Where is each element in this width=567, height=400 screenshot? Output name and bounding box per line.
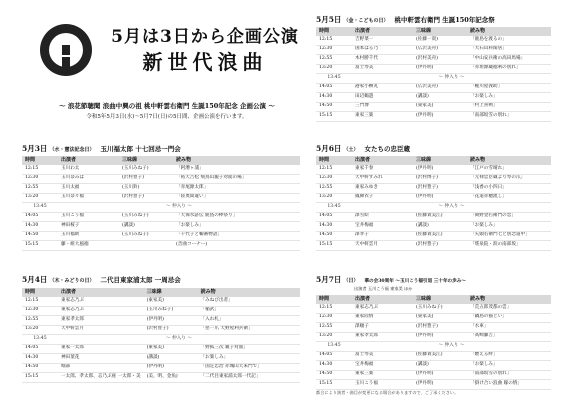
table-row bbox=[316, 342, 551, 352]
table-row bbox=[22, 354, 300, 364]
section-header-may5: 5月5日 （金・こどもの日） 桃中軒雲右衛門 生誕150年記念祭 bbox=[316, 15, 495, 24]
column-header-performer: 出演者 bbox=[58, 288, 144, 297]
table-row bbox=[316, 112, 551, 122]
cell-performer: 一太郎、孝太郎、志乃ぶ座 一太郎・美 bbox=[58, 373, 144, 383]
cell-performer: 玉川こう福 bbox=[58, 212, 119, 222]
cell-piece: 「お楽しみ」 bbox=[467, 93, 551, 103]
table-header-row bbox=[22, 288, 300, 297]
cell-performer: 富士琴美 bbox=[352, 64, 413, 74]
cell-shamisen: (玉川鈴) bbox=[119, 184, 173, 194]
table-row bbox=[22, 212, 300, 222]
cell-performer: 鳳舞衣子 bbox=[352, 193, 413, 203]
column-header-piece: 読み物 bbox=[467, 156, 551, 165]
table-row bbox=[316, 370, 551, 380]
table-row bbox=[22, 335, 300, 345]
cell-time: 15:15 bbox=[22, 373, 58, 383]
column-header-shamisen: 三味線 bbox=[413, 156, 467, 165]
cell-piece: 「江戸の雪晴れ」 bbox=[467, 165, 551, 174]
cell-performer: 木村勝千代 bbox=[352, 55, 413, 65]
table-row bbox=[316, 323, 551, 333]
cell-piece: 「陸奥間違い」 bbox=[173, 193, 300, 203]
cell-time: 15:15 bbox=[316, 112, 352, 122]
cell-piece: 「元禄忠臣蔵より琴の爪」 bbox=[467, 174, 551, 184]
cell-piece: 「浅香の小四日」 bbox=[467, 184, 551, 194]
cell-shamisen: (伊丹明) bbox=[413, 193, 467, 203]
cell-performer: 東家孝太郎 bbox=[352, 332, 413, 342]
table-row bbox=[316, 203, 551, 213]
cell-shamisen: (沢村豊子) bbox=[119, 193, 173, 203]
column-header-piece: 読み物 bbox=[467, 295, 551, 304]
table-header-row bbox=[316, 156, 551, 165]
cell-time: 13:20 bbox=[22, 193, 58, 203]
table-header-row bbox=[22, 156, 300, 165]
table-row bbox=[316, 351, 551, 361]
intermission-cell: ～ 仲入り ～ bbox=[58, 335, 300, 345]
column-header-shamisen: 三味線 bbox=[413, 27, 467, 36]
column-header-time: 時間 bbox=[22, 288, 58, 297]
cell-piece: 「千代子と鞠蕃物語」 bbox=[173, 231, 300, 241]
cell-shamisen: (東家美) bbox=[144, 344, 198, 354]
intermission-cell: ～ 仲入り ～ bbox=[58, 203, 300, 213]
cell-performer: 玉川太福 bbox=[58, 184, 119, 194]
cell-time: 13:20 bbox=[22, 325, 58, 335]
table-row bbox=[316, 83, 551, 93]
cell-piece: 「入れ札」 bbox=[198, 316, 300, 326]
cell-shamisen: (講談) bbox=[413, 361, 467, 371]
intermission-cell: ～ 仲入り ～ bbox=[352, 342, 551, 352]
cell-time: 15:15 bbox=[316, 380, 352, 390]
cell-shamisen: (東家美) bbox=[144, 297, 198, 306]
cell-shamisen: (広沢美舟) bbox=[413, 45, 467, 55]
table-row bbox=[22, 231, 300, 241]
table-row bbox=[316, 184, 551, 194]
table-row bbox=[316, 74, 551, 84]
cell-time: 14:30 bbox=[316, 361, 352, 371]
program-table-may3 bbox=[22, 156, 300, 251]
cell-time: 12:15 bbox=[316, 304, 352, 313]
cell-performer: 天中軒すみれ bbox=[352, 174, 413, 184]
table-row bbox=[316, 64, 551, 74]
logo-seal bbox=[40, 24, 92, 76]
intermission-cell: ～ 仲入り ～ bbox=[352, 74, 551, 84]
cell-performer: 富士琴美 bbox=[352, 351, 413, 361]
table-row bbox=[22, 316, 300, 326]
cell-piece: 「お楽しみ」 bbox=[173, 222, 300, 232]
cell-shamisen: (玉川みね子) bbox=[413, 304, 467, 313]
cell-performer: 港家小柳丸 bbox=[352, 83, 413, 93]
cell-piece: 「燃える絆」 bbox=[467, 351, 551, 361]
cell-performer: 三門博 bbox=[352, 102, 413, 112]
table-row bbox=[22, 165, 300, 174]
cell-time: 12:55 bbox=[22, 184, 58, 194]
table-row bbox=[22, 325, 300, 335]
cell-performer: 澤順子 bbox=[352, 323, 413, 333]
table-row bbox=[316, 93, 551, 103]
table-row bbox=[316, 212, 551, 222]
cell-shamisen: (玉川みね子) bbox=[144, 306, 198, 316]
table-row bbox=[316, 45, 551, 55]
cell-time: 14:05 bbox=[22, 212, 58, 222]
table-row bbox=[22, 174, 300, 184]
cell-piece: 「高崎藤吉」 bbox=[467, 332, 551, 342]
cell-shamisen: (伊丹明) bbox=[413, 380, 467, 390]
table-row bbox=[316, 174, 551, 184]
cell-piece: 「赤垣源蔵徳利の別れ」 bbox=[467, 64, 551, 74]
cell-piece: 「水車」 bbox=[467, 323, 551, 333]
cell-shamisen: (沢村豊子) bbox=[119, 174, 173, 184]
column-header-performer: 出演者 bbox=[352, 295, 413, 304]
cell-time: 12:15 bbox=[22, 297, 58, 306]
cell-shamisen: (東家美) bbox=[413, 102, 467, 112]
cell-time: 14:50 bbox=[316, 231, 352, 241]
column-header-performer: 出演者 bbox=[352, 156, 413, 165]
column-header-time: 時間 bbox=[316, 156, 352, 165]
cell-shamisen: (沢村博子) bbox=[413, 174, 467, 184]
column-header-time: 時間 bbox=[316, 27, 352, 36]
cell-piece: 「国定忠治 赤城山天朱門で」 bbox=[198, 363, 300, 373]
cell-piece: 「祐天吉松 飛鳥山親子対面の場」 bbox=[173, 174, 300, 184]
cell-piece: 「花道赤穂流し」 bbox=[467, 193, 551, 203]
table-row bbox=[316, 36, 551, 45]
cell-time: 12:55 bbox=[22, 316, 58, 326]
column-header-time: 時間 bbox=[22, 156, 58, 165]
program-table-may4 bbox=[22, 288, 300, 383]
cell-piece: 「矢頭右衛門七と別恋道中」 bbox=[467, 231, 551, 241]
cell-time: 12:30 bbox=[22, 306, 58, 316]
column-header-shamisen: 三味線 bbox=[144, 288, 198, 297]
cell-time: 14:05 bbox=[316, 351, 352, 361]
cell-piece: 「鍋島の猫とい」 bbox=[467, 313, 551, 323]
cell-time: 12:30 bbox=[316, 174, 352, 184]
cell-performer: 玉川こう福 bbox=[352, 380, 413, 390]
section-header-may7: 5月7日 （日） 華の会30周年 ～玉川こう福引退 三十年の歩み～ bbox=[316, 275, 466, 284]
program-table-may6 bbox=[316, 156, 551, 251]
cell-shamisen: (伊丹明) bbox=[144, 316, 198, 326]
cell-performer: 宝井梅福 bbox=[352, 222, 413, 232]
cell-shamisen: (伊丹明) bbox=[413, 370, 467, 380]
column-header-time: 時間 bbox=[316, 295, 352, 304]
cell-piece: 「荒五郎茂都の雲」 bbox=[467, 304, 551, 313]
cell-time: 13:45 bbox=[316, 74, 352, 84]
cell-time: 12:55 bbox=[316, 55, 352, 65]
cell-performer: 東家千春 bbox=[352, 165, 413, 174]
cell-time: 12:15 bbox=[316, 165, 352, 174]
cell-performer: 玉川福助 bbox=[58, 231, 119, 241]
cell-time: 14:30 bbox=[22, 354, 58, 364]
cell-time: 15:15 bbox=[22, 241, 58, 251]
cell-performer: 東家志乃ぶ bbox=[352, 304, 413, 313]
page-title: 5月は3日から企画公演 bbox=[111, 27, 299, 47]
program-table-may7 bbox=[316, 295, 551, 390]
cell-time: 13:20 bbox=[316, 64, 352, 74]
cell-piece: 「みねび出者」 bbox=[198, 297, 300, 306]
column-header-shamisen: 三味線 bbox=[413, 295, 467, 304]
table-row bbox=[22, 193, 300, 203]
cell-piece: 「掛け合い浪曲 嫁の情」 bbox=[467, 380, 551, 390]
cell-performer: 澤雪絵 bbox=[352, 212, 413, 222]
cell-performer: 東家志乃ぶ bbox=[58, 306, 144, 316]
section-header-may6: 5月6日 （土） 女たちの忠臣蔵 bbox=[316, 144, 410, 153]
cell-piece: 「お楽しみ」 bbox=[467, 361, 551, 371]
cell-piece: 「南部坂雪の別れ」 bbox=[467, 112, 551, 122]
cell-piece: 「大石山科閑居」 bbox=[467, 45, 551, 55]
cell-performer: 天中軒雲月 bbox=[352, 241, 413, 251]
cell-shamisen: (沢村豊子) bbox=[413, 241, 467, 251]
section-header-may4: 5月4日 （木・みどりの日） 二代目東家浦太郎 一周忌会 bbox=[22, 275, 181, 284]
cell-piece: 「二代目東家浦太郎一代記」 bbox=[198, 373, 300, 383]
table-row bbox=[316, 55, 551, 65]
cell-time: 14:05 bbox=[22, 344, 58, 354]
table-header-row bbox=[316, 27, 551, 36]
table-row bbox=[22, 306, 300, 316]
table-row bbox=[22, 184, 300, 194]
cell-performer: 東家孝太郎 bbox=[58, 316, 144, 326]
page-subtitle: 新世代浪曲 bbox=[142, 50, 268, 74]
table-row bbox=[22, 241, 300, 251]
table-row bbox=[22, 203, 300, 213]
cell-shamisen: (沢村豊子) bbox=[413, 323, 467, 333]
cell-piece: 「お楽しみ」 bbox=[467, 222, 551, 232]
cell-shamisen: (伊丹明) bbox=[413, 165, 467, 174]
cell-performer: 神田桜子 bbox=[58, 222, 119, 232]
cell-shamisen: (美、明、金魚) bbox=[144, 373, 198, 383]
cell-shamisen: (佐藤貴美江) bbox=[413, 351, 467, 361]
cell-time: 12:15 bbox=[316, 36, 352, 45]
cell-shamisen bbox=[119, 241, 173, 251]
table-row bbox=[316, 380, 551, 390]
table-row bbox=[316, 361, 551, 371]
cell-shamisen: (講談) bbox=[119, 222, 173, 232]
table-row bbox=[316, 102, 551, 112]
table-row bbox=[316, 241, 551, 251]
cell-shamisen: (玉川みね子) bbox=[119, 165, 173, 174]
table-row bbox=[22, 222, 300, 232]
cell-piece: (音曲コーナー) bbox=[173, 241, 300, 251]
cell-time: 13:45 bbox=[316, 342, 352, 352]
cell-time: 13:20 bbox=[316, 193, 352, 203]
cell-time: 12:55 bbox=[316, 323, 352, 333]
cell-performer: 田辺鶴遊 bbox=[352, 93, 413, 103]
table-row bbox=[22, 297, 300, 306]
cell-shamisen: (佐藤貴美江) bbox=[413, 212, 467, 222]
cell-piece: 「野狐三次 親子対面」 bbox=[198, 344, 300, 354]
cell-time: 14:50 bbox=[22, 231, 58, 241]
dates-text: 令和5年5月3日(水)～5月7日(日)の5日間、企画公演を行います。 bbox=[86, 114, 248, 120]
cell-performer: 東家一太郎 bbox=[58, 344, 144, 354]
cell-piece: 「阿漕ヶ浦」 bbox=[173, 165, 300, 174]
cell-performer: 玉川わ太 bbox=[58, 165, 119, 174]
table-row bbox=[316, 222, 551, 232]
cell-shamisen: (講談) bbox=[144, 354, 198, 364]
column-header-performer: 出演者 bbox=[58, 156, 119, 165]
may7-note: 出演者 玉川こう福 東家美 ほか bbox=[354, 286, 413, 291]
cell-performer: 藤・組大風徳 bbox=[58, 241, 119, 251]
cell-time: 14:50 bbox=[316, 370, 352, 380]
table-row bbox=[22, 363, 300, 373]
cell-piece: 「梶川屋義助」 bbox=[467, 83, 551, 93]
table-row bbox=[316, 313, 551, 323]
cell-time: 13:45 bbox=[22, 335, 58, 345]
cell-shamisen: (佐藤貴美江) bbox=[413, 231, 467, 241]
footnote: 都合により演者・曲目が変更になる場合がありますので、ご了承ください。 bbox=[316, 390, 459, 395]
cell-time: 14:50 bbox=[22, 363, 58, 373]
cell-shamisen: (伊丹明) bbox=[413, 332, 467, 342]
lead-text: ～ 浪花節聴聞 浪曲中興の祖 桃中軒雲右衛門 生誕150年記念 企画公演 ～ bbox=[59, 102, 275, 110]
cell-performer: 澤孝子 bbox=[352, 231, 413, 241]
cell-piece: 「鹿島を渡るの」 bbox=[467, 36, 551, 45]
cell-shamisen: (講談) bbox=[413, 93, 467, 103]
cell-performer: 天中軒雲月 bbox=[58, 325, 144, 335]
intermission-cell: ～ 仲入り ～ bbox=[352, 203, 551, 213]
section-header-may3: 5月3日 （水・憲法記念日） 玉川福太郎 十七回忌一門会 bbox=[22, 144, 181, 153]
cell-time: 12:30 bbox=[316, 313, 352, 323]
column-header-shamisen: 三味線 bbox=[119, 156, 173, 165]
cell-time: 14:05 bbox=[316, 212, 352, 222]
cell-piece: 「稲武」 bbox=[198, 306, 300, 316]
cell-piece: 「赤尾源太郎」 bbox=[173, 184, 300, 194]
cell-performer: 東家三楽 bbox=[352, 370, 413, 380]
cell-shamisen: (玉川みね子) bbox=[119, 212, 173, 222]
cell-shamisen: (伊丹明) bbox=[413, 112, 467, 122]
cell-shamisen: (沢村豊子) bbox=[413, 184, 467, 194]
column-header-piece: 読み物 bbox=[467, 27, 551, 36]
cell-performer: 玉川奈々福 bbox=[58, 193, 119, 203]
cell-performer: 玉川奈みは bbox=[58, 174, 119, 184]
cell-performer: 宝井梅福 bbox=[352, 361, 413, 371]
column-header-piece: 読み物 bbox=[198, 288, 300, 297]
cell-performer: 吉野菜一 bbox=[352, 36, 413, 45]
cell-time: 15:15 bbox=[316, 241, 352, 251]
table-header-row bbox=[316, 295, 551, 304]
cell-piece: 「中山安兵衛の高田馬場」 bbox=[467, 55, 551, 65]
cell-piece: 「瑤泉院・涙の南部坂」 bbox=[467, 241, 551, 251]
cell-time: 14:30 bbox=[316, 93, 352, 103]
cell-piece: 「村上喜剣」 bbox=[467, 102, 551, 112]
cell-time: 14:30 bbox=[22, 222, 58, 232]
cell-time: 13:20 bbox=[316, 332, 352, 342]
cell-shamisen: (講談) bbox=[413, 222, 467, 232]
table-row bbox=[316, 193, 551, 203]
cell-shamisen: (玉川みね子) bbox=[119, 231, 173, 241]
cell-time: 14:50 bbox=[316, 102, 352, 112]
cell-time: 12:55 bbox=[316, 184, 352, 194]
cell-shamisen: (沢村美舟) bbox=[413, 55, 467, 65]
cell-shamisen: (伊丹明) bbox=[144, 363, 198, 373]
table-row bbox=[22, 344, 300, 354]
cell-shamisen: (東家美) bbox=[413, 313, 467, 323]
cell-shamisen: (広沢美舟) bbox=[413, 83, 467, 93]
cell-performer: 国本はる乃 bbox=[352, 45, 413, 55]
cell-piece: 「南部坂雪の別れ」 bbox=[467, 370, 551, 380]
cell-performer: 東家陸情 bbox=[352, 313, 413, 323]
cell-time: 12:30 bbox=[22, 174, 58, 184]
cell-performer: 東家みゆき bbox=[352, 184, 413, 194]
program-table-may5 bbox=[316, 27, 551, 122]
cell-performer: 東家三楽 bbox=[352, 112, 413, 122]
cell-shamisen: (沢村豊子) bbox=[144, 325, 198, 335]
cell-piece: 「天保水滸伝 鹿島の棒祭り」 bbox=[173, 212, 300, 222]
cell-shamisen: (佐藤一貴) bbox=[413, 36, 467, 45]
table-row bbox=[316, 332, 551, 342]
cell-shamisen: (伊丹明) bbox=[413, 64, 467, 74]
table-row bbox=[22, 373, 300, 383]
cell-time: 13:45 bbox=[316, 203, 352, 213]
cell-time: 13:45 bbox=[22, 203, 58, 213]
cell-performer: 神田菫花 bbox=[58, 354, 144, 364]
cell-piece: 「お楽しみ」 bbox=[198, 354, 300, 364]
cell-time: 12:15 bbox=[22, 165, 58, 174]
cell-performer: 堀部 bbox=[58, 363, 144, 373]
cell-time: 14:05 bbox=[316, 83, 352, 93]
cell-time: 14:30 bbox=[316, 222, 352, 232]
table-row bbox=[316, 231, 551, 241]
cell-time: 12:30 bbox=[316, 45, 352, 55]
cell-piece: 「慈一爪 天野屋利兵衛」 bbox=[198, 325, 300, 335]
cell-piece: 「岡野金右衛門の恋」 bbox=[467, 212, 551, 222]
table-row bbox=[316, 304, 551, 313]
cell-performer: 東家志乃ぶ bbox=[58, 297, 144, 306]
column-header-performer: 出演者 bbox=[352, 27, 413, 36]
table-row bbox=[316, 165, 551, 174]
column-header-piece: 読み物 bbox=[173, 156, 300, 165]
